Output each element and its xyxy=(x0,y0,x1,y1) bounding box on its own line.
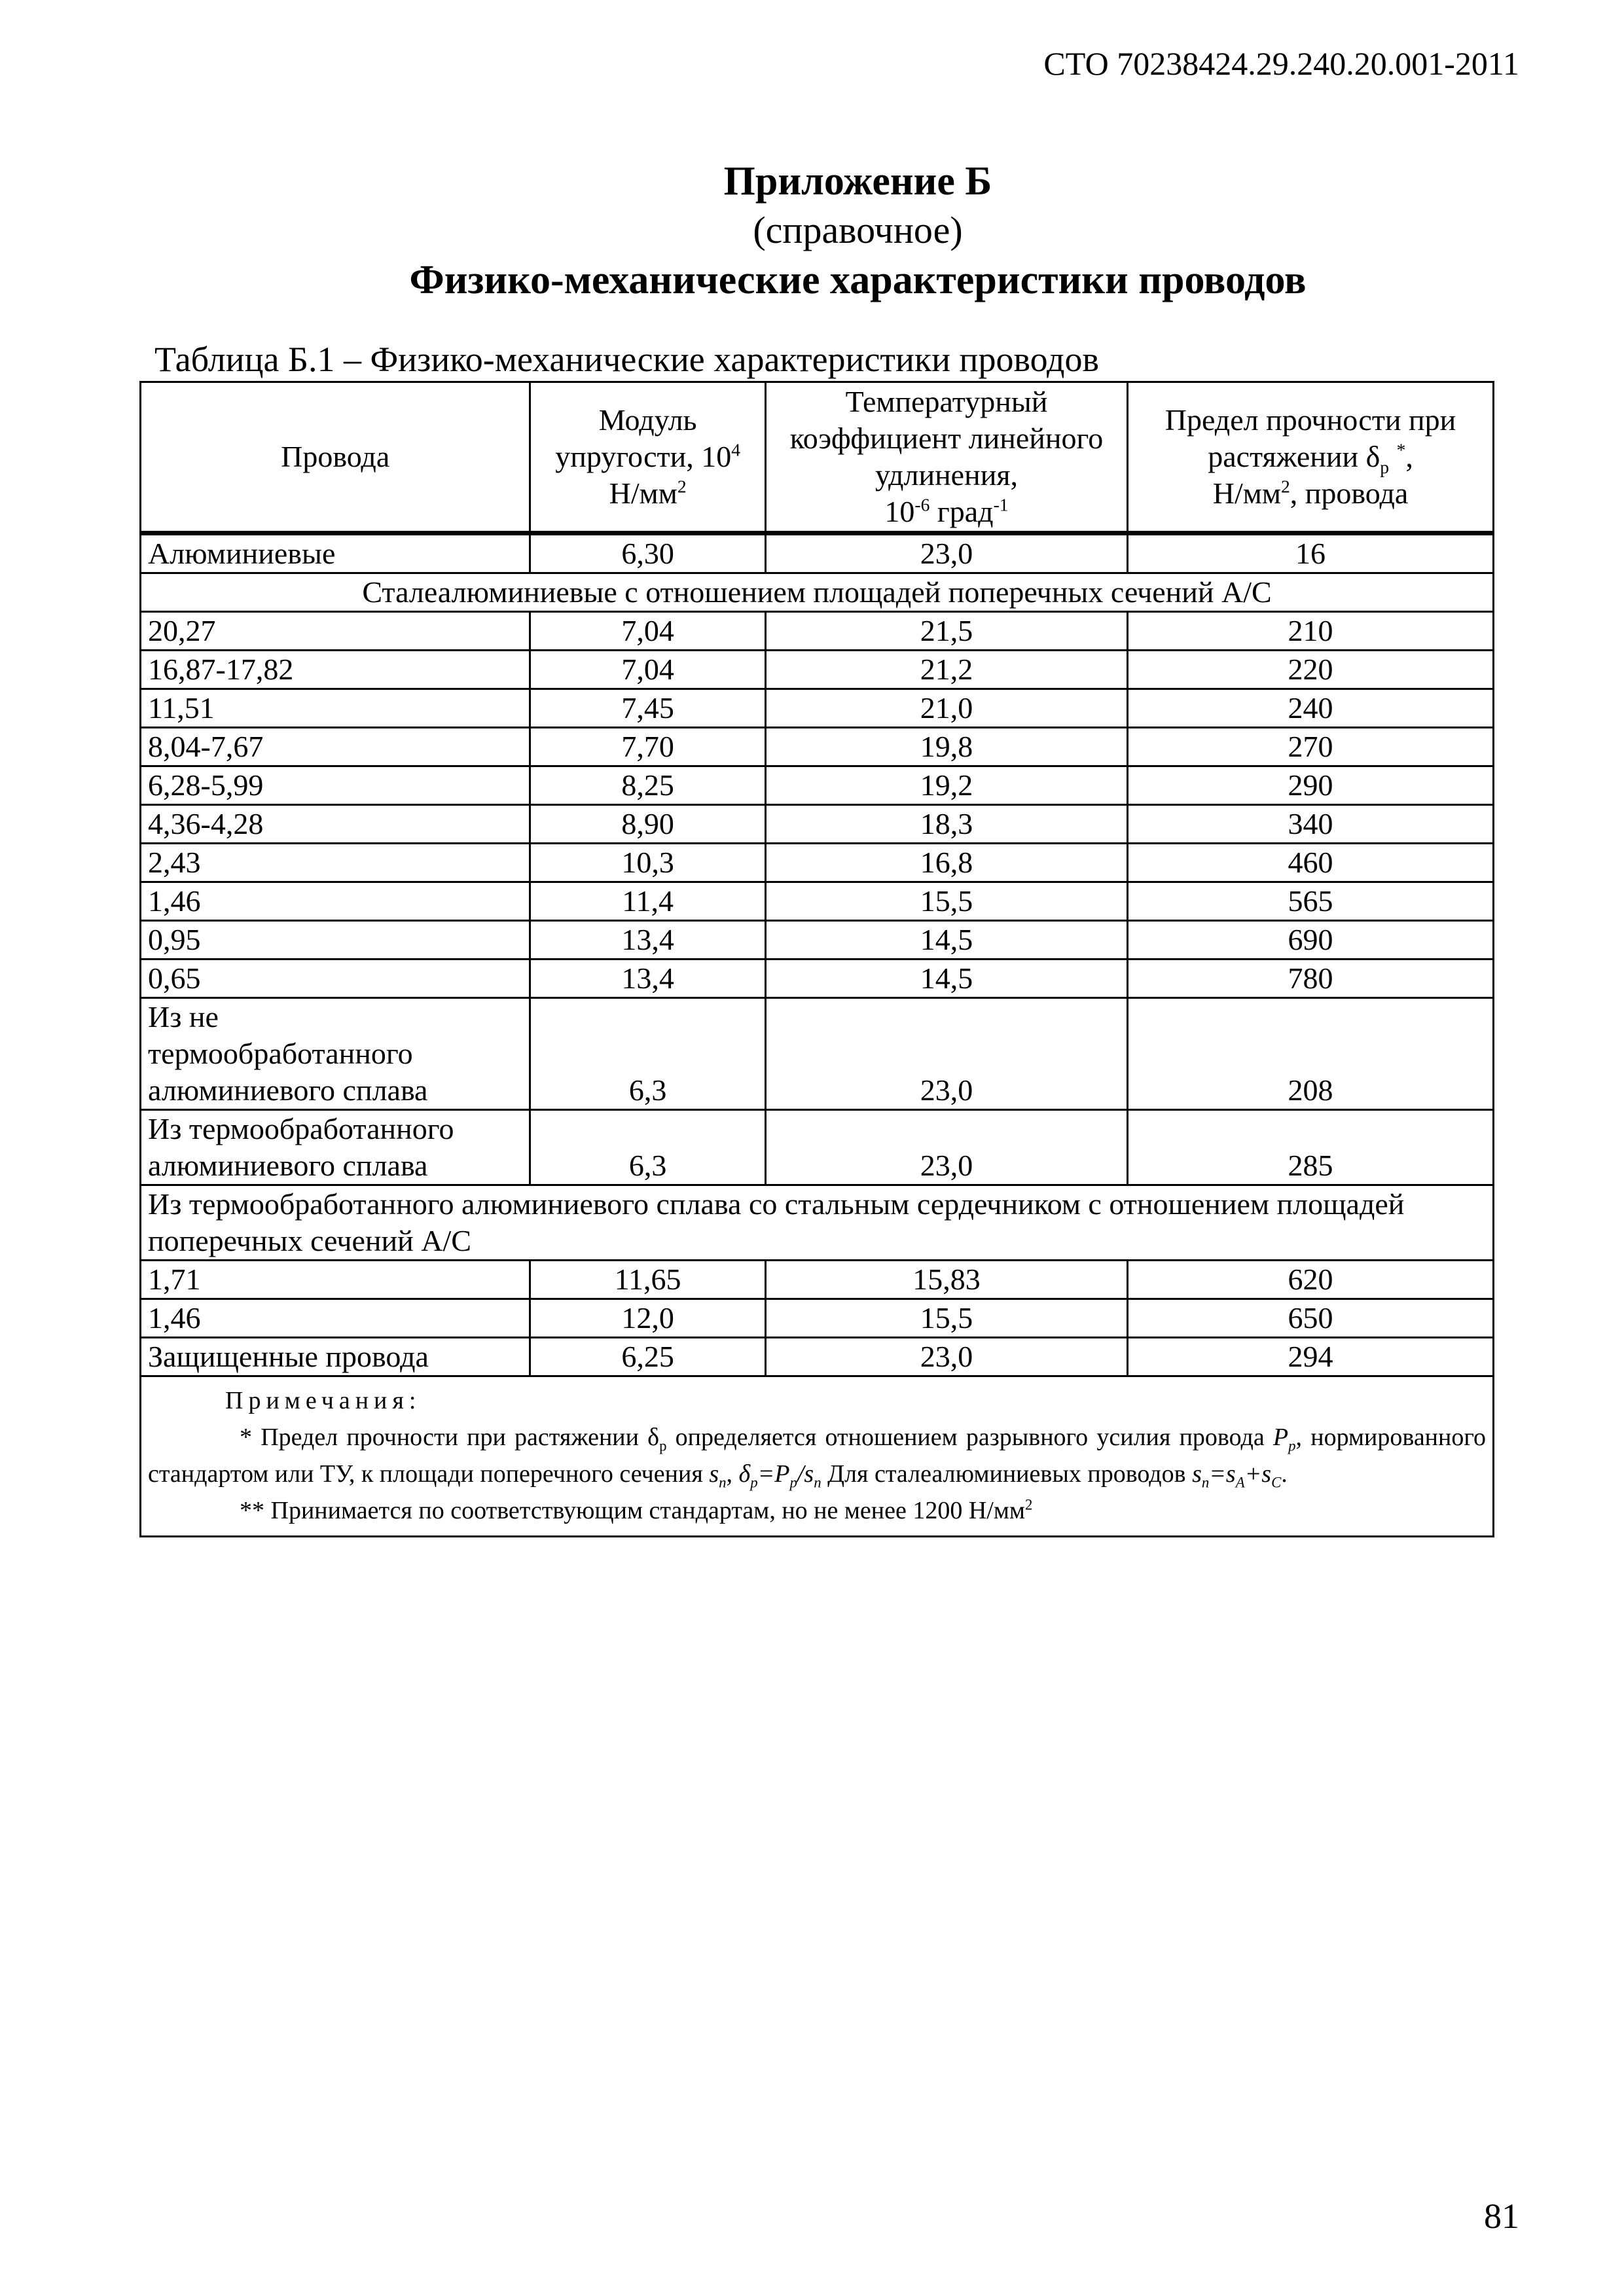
header-elastic-modulus: Модуль упругости, $10^4$ $Н/мм^2$ xyxy=(530,382,766,533)
table-row xyxy=(141,1338,1494,1376)
cell-strength: 620 xyxy=(1128,1261,1494,1299)
cell-strength: 270 xyxy=(1128,728,1494,766)
cell-wire-type: 1,46 xyxy=(141,1299,530,1338)
note-1: * Предел прочности при растяжении $\delta_р$ определяется отношением разрывного усилия провода $P_p$, нормированного стандартом или ТУ, к площади поперечного сечения $s_n$, $\delta_p=P_p/s_n$ Для сталеалюминиевых проводов $s_n=s_A+s_C$. xyxy=(148,1424,1486,1491)
cell-coefficient: 23,0 xyxy=(765,1110,1127,1185)
cell-coefficient: 19,8 xyxy=(765,728,1127,766)
appendix-label: Приложение Б xyxy=(723,159,992,204)
cell-coefficient: 21,5 xyxy=(765,612,1127,651)
cell-wire-type: 20,27 xyxy=(141,612,530,651)
cell-modulus: 10,3 xyxy=(530,844,766,882)
cell-modulus: 11,4 xyxy=(530,882,766,921)
cell-modulus: 11,65 xyxy=(530,1261,766,1299)
table-row-heat-treated xyxy=(141,1110,1494,1185)
cell-strength: 460 xyxy=(1128,844,1494,882)
cell-coefficient: 23,0 xyxy=(765,533,1127,573)
table-row xyxy=(141,728,1494,766)
header-tensile-strength: Предел прочности при растяжении $\delta_р$ *, $Н/мм^2$, провода xyxy=(1128,382,1494,533)
header-thermal-coefficient: Температурный коэффициент линейного удлинения, $10^{-6}$ град$^{-1}$ xyxy=(765,382,1127,533)
cell-modulus: 8,90 xyxy=(530,805,766,844)
table-row xyxy=(141,921,1494,960)
note-2: ** Принимается по соответствующим стандартам, но не менее 1200 $Н/мм^2$ xyxy=(240,1496,1033,1524)
table-row xyxy=(141,766,1494,805)
document-code: СТО 70238424.29.240.20.001-2011 xyxy=(1043,45,1519,82)
cell-coefficient: 19,2 xyxy=(765,766,1127,805)
cell-wire-type: 2,43 xyxy=(141,844,530,882)
appendix-headings xyxy=(0,156,1624,306)
cell-modulus: 6,25 xyxy=(530,1338,766,1376)
wire-characteristics-table xyxy=(139,381,1494,1537)
table-row xyxy=(141,882,1494,921)
table-row xyxy=(141,1299,1494,1338)
page-number: 81 xyxy=(1484,2197,1519,2236)
cell-coefficient: 15,5 xyxy=(765,882,1127,921)
cell-strength: 565 xyxy=(1128,882,1494,921)
table-row xyxy=(141,844,1494,882)
table-header-row xyxy=(141,382,1494,533)
appendix-title: Физико-механические характеристики проводов xyxy=(409,258,1307,302)
cell-coefficient: 21,2 xyxy=(765,651,1127,689)
cell-modulus: 7,04 xyxy=(530,651,766,689)
cell-modulus: 6,3 xyxy=(530,1110,766,1185)
cell-modulus: 8,25 xyxy=(530,766,766,805)
cell-wire-type: 1,71 xyxy=(141,1261,530,1299)
notes-row xyxy=(141,1376,1494,1537)
cell-wire-type: 0,65 xyxy=(141,960,530,998)
table-row xyxy=(141,612,1494,651)
cell-wire-type: Из не термообработанного алюминиевого сплава xyxy=(141,998,530,1110)
cell-coefficient: 16,8 xyxy=(765,844,1127,882)
section-label: Из термообработанного алюминиевого сплава со стальным сердечником с отношением площадей поперечных сечений А/С xyxy=(141,1185,1494,1261)
cell-modulus: 7,04 xyxy=(530,612,766,651)
cell-coefficient: 14,5 xyxy=(765,921,1127,960)
table-row xyxy=(141,805,1494,844)
cell-modulus: 7,70 xyxy=(530,728,766,766)
cell-strength: 290 xyxy=(1128,766,1494,805)
header-wires: Провода xyxy=(141,382,530,533)
notes-title: Примечания: xyxy=(225,1387,422,1414)
cell-strength: 780 xyxy=(1128,960,1494,998)
cell-wire-type: 1,46 xyxy=(141,882,530,921)
cell-wire-type: 6,28-5,99 xyxy=(141,766,530,805)
cell-strength: 285 xyxy=(1128,1110,1494,1185)
cell-coefficient: 14,5 xyxy=(765,960,1127,998)
cell-modulus: 12,0 xyxy=(530,1299,766,1338)
cell-strength: 650 xyxy=(1128,1299,1494,1338)
cell-strength: 220 xyxy=(1128,651,1494,689)
appendix-type: (справочное) xyxy=(753,209,963,251)
section-row-steel-aluminum xyxy=(141,573,1494,612)
cell-strength: 690 xyxy=(1128,921,1494,960)
cell-strength: 210 xyxy=(1128,612,1494,651)
table-row xyxy=(141,689,1494,728)
cell-strength: 240 xyxy=(1128,689,1494,728)
cell-modulus: 7,45 xyxy=(530,689,766,728)
cell-wire-type: Защищенные провода xyxy=(141,1338,530,1376)
table-row xyxy=(141,533,1494,573)
cell-coefficient: 15,83 xyxy=(765,1261,1127,1299)
cell-coefficient: 21,0 xyxy=(765,689,1127,728)
table-row-non-heat-treated xyxy=(141,998,1494,1110)
cell-coefficient: 15,5 xyxy=(765,1299,1127,1338)
cell-strength: 16 xyxy=(1128,533,1494,573)
cell-modulus: 6,3 xyxy=(530,998,766,1110)
table-caption: Таблица Б.1 – Физико-механические характеристики проводов xyxy=(154,340,1099,379)
cell-modulus: 6,30 xyxy=(530,533,766,573)
cell-wire-type: 0,95 xyxy=(141,921,530,960)
table-notes xyxy=(141,1376,1494,1537)
cell-strength: 340 xyxy=(1128,805,1494,844)
cell-modulus: 13,4 xyxy=(530,960,766,998)
cell-coefficient: 23,0 xyxy=(765,998,1127,1110)
cell-wire-type: Из термообработанного алюминиевого сплава xyxy=(141,1110,530,1185)
section-row-heat-treated-steel-core xyxy=(141,1185,1494,1261)
section-label: Сталеалюминиевые с отношением площадей поперечных сечений А/С xyxy=(141,573,1494,612)
cell-coefficient: 23,0 xyxy=(765,1338,1127,1376)
cell-wire-type: 11,51 xyxy=(141,689,530,728)
cell-strength: 208 xyxy=(1128,998,1494,1110)
cell-wire-type: 8,04-7,67 xyxy=(141,728,530,766)
cell-wire-type: 4,36-4,28 xyxy=(141,805,530,844)
cell-wire-type: Алюминиевые xyxy=(141,533,530,573)
table-row xyxy=(141,1261,1494,1299)
cell-modulus: 13,4 xyxy=(530,921,766,960)
table-row xyxy=(141,651,1494,689)
cell-coefficient: 18,3 xyxy=(765,805,1127,844)
cell-wire-type: 16,87-17,82 xyxy=(141,651,530,689)
cell-strength: 294 xyxy=(1128,1338,1494,1376)
table-row xyxy=(141,960,1494,998)
